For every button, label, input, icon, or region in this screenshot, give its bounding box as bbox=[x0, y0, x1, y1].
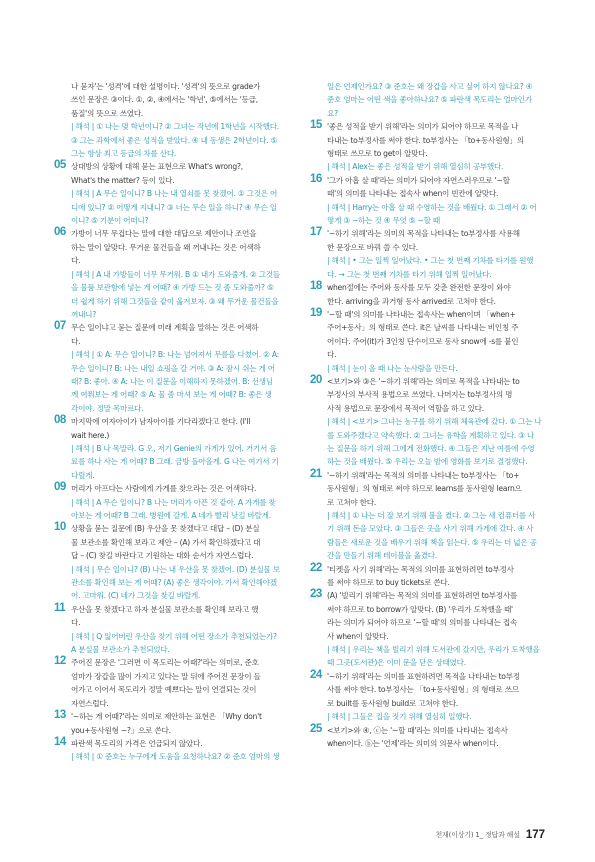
question-20 bbox=[312, 375, 550, 469]
question-number: 10 bbox=[54, 521, 66, 534]
question-15 bbox=[312, 120, 550, 174]
question-number: 19 bbox=[310, 306, 322, 319]
explanation-line: (A) '빌리기 위해'라는 목적의 의미를 표현하려면 to부정사를 bbox=[327, 591, 518, 601]
explanation-line: 다. bbox=[71, 618, 81, 628]
translation-line: 다릴게. bbox=[71, 470, 95, 480]
translation-line: | 해석 | ① 나는 몇 학년이니? ② 그녀는 작년에 1학년을 시작했다. bbox=[71, 122, 279, 132]
question-24 bbox=[312, 670, 550, 724]
explanation-line: '~하기 위해'라는 의미의 목적을 나타내는 to부정사를 사용해 bbox=[327, 229, 520, 239]
explanation-line: 사적 용법으로 문장에서 목적어 역할을 하고 있다. bbox=[327, 403, 484, 413]
translation-line: 각이야. 정말 목마르다. bbox=[71, 403, 144, 413]
question-08 bbox=[56, 415, 294, 482]
question-09 bbox=[56, 482, 294, 522]
explanation-line: 써야 하므로 to borrow가 알맞다. (B) '우리가 도착했을 때' bbox=[327, 604, 513, 614]
question-number: 06 bbox=[54, 226, 66, 239]
translation-line: | 해석 | ① 나는 더 잘 보기 위해 불을 켰다. ② 그는 새 컴퓨터를 사 bbox=[327, 511, 536, 520]
translation-block bbox=[71, 630, 294, 657]
question-18 bbox=[312, 281, 550, 308]
footer-book-title: 천재(이상기) 1_ 정답과 해설 bbox=[435, 831, 520, 839]
explanation-line: 로 built를 동사원형 build로 고쳐야 한다. bbox=[327, 698, 459, 708]
question-number: 20 bbox=[310, 373, 322, 386]
explanation-line: 다. bbox=[327, 350, 337, 360]
explanation-line: 다. bbox=[71, 336, 81, 346]
explanation-line: 자연스럽다. bbox=[71, 698, 109, 708]
translation-line: | 해석 | 우리는 책을 빌리기 위해 도서관에 갔지만, 우리가 도착했을 bbox=[327, 645, 540, 655]
translation-line: 꺼내니? bbox=[71, 309, 97, 319]
explanation-line: 한 문장으로 바꿔 쓸 수 있다. bbox=[327, 242, 418, 252]
right-column bbox=[312, 80, 550, 750]
translation-block bbox=[327, 160, 550, 173]
explanation-line: 엄마가 장갑을 많이 가지고 있다는 말 뒤에 주어진 문장이 들 bbox=[71, 671, 261, 681]
explanation-line: <보기>와 ③은 '~하기 위해'라는 의미로 목적을 나타내는 to bbox=[327, 376, 520, 386]
translation-line: 무슨 일이니? B: 나는 내일 쇼핑을 갈 거야. ③ A: 잠시 쉬는 게 어 bbox=[71, 363, 275, 373]
translation-line: | 해석 | 그들은 집을 짓기 위해 열심히 일했다. bbox=[327, 712, 472, 722]
explanation-line: 라는 의미가 되어야 하므로 '~할 때'의 의미를 나타내는 접속 bbox=[327, 618, 518, 628]
translation-line: 어. 고마워. (C) 네가 그것을 찾길 바랄게. bbox=[71, 591, 201, 601]
translation-line: | 해석 | A 내 가방들이 너무 무거워. B ① 내가 도와줄게. ② 그것들 bbox=[71, 269, 280, 279]
explanation-line: 파란색 목도리의 가격은 언급되지 않았다. bbox=[71, 738, 203, 748]
translation-line: | 해석 | Alex는 좋은 성적을 받기 위해 열심히 공부했다. bbox=[327, 162, 504, 172]
explanation-line: 어가고 이어서 목도리가 정말 예쁘다는 말이 연결되는 것이 bbox=[71, 685, 257, 695]
translation-block bbox=[71, 442, 294, 482]
explanation-line: you+동사원형 ~?」으로 쓴다. bbox=[71, 725, 171, 735]
translation-line: 아보는 게 어때? B 그래. 병원에 갈게. A 네가 빨리 낫길 바랄게. bbox=[71, 511, 271, 520]
translation-line: | 해석 | B 나 목말라. G 오, 저기 Genie의 가게가 있어. 거기서 음 bbox=[71, 443, 277, 453]
translation-line: | 해석 | 눈이 올 때 나는 눈사람을 만든다. bbox=[327, 363, 458, 373]
translation-block bbox=[327, 643, 550, 670]
translation-line: 기 위해 돈을 모았다. ③ 그들은 옷을 사기 위해 가게에 갔다. ④ 사 bbox=[327, 524, 534, 534]
question-21 bbox=[312, 469, 550, 563]
explanation-line: 어이다. 주어(it)가 3인칭 단수이므로 동사 snow에 -s를 붙인 bbox=[327, 336, 519, 346]
explanation-line: '~할 때'의 의미를 나타내는 접속사는 when이며 「when+ bbox=[327, 309, 516, 319]
continued-translation bbox=[312, 80, 550, 120]
question-number: 25 bbox=[310, 722, 322, 735]
question-number: 12 bbox=[54, 655, 66, 668]
translation-line: | 해석 | <보기> 그녀는 농구를 하기 위해 체육관에 갔다. ① 그는 나 bbox=[327, 417, 542, 427]
question-06 bbox=[56, 227, 294, 321]
question-number: 09 bbox=[54, 481, 66, 494]
translation-block bbox=[71, 348, 294, 415]
question-16 bbox=[312, 174, 550, 228]
question-12 bbox=[56, 656, 294, 710]
translation-line: 을 물품 보관함에 넣는 게 어때? ④ 가방 드는 것 좀 도와줄까? ⑤ bbox=[71, 283, 274, 293]
question-number: 17 bbox=[310, 226, 322, 239]
question-number: 11 bbox=[54, 601, 66, 614]
question-19 bbox=[312, 308, 550, 375]
explanation-line: 물 보관소를 확인해 보라고 제안 – (A) 가서 확인하겠다고 대 bbox=[71, 537, 261, 547]
translation-line: 디에 있니? ② 어떻게 지내니? ③ 너는 무슨 일을 하니? ④ 무슨 일 bbox=[71, 202, 277, 212]
explanation-line: 가방이 너무 무겁다는 말에 대한 대답으로 제안이나 조언을 bbox=[71, 229, 257, 239]
question-10 bbox=[56, 522, 294, 602]
explanation-line: 주어+동사」의 형태로 쓴다. it은 날씨를 나타내는 비인칭 주 bbox=[327, 323, 519, 333]
explanation-line: when이다. ⓑ는 '언제'라는 의미의 의문사 when이다. bbox=[327, 738, 499, 748]
translation-line: 료를 하나 사는 게 어때? B 그래. 금방 돌아올게. G 나는 여기서 기 bbox=[71, 457, 279, 467]
translation-line: 요? bbox=[327, 108, 338, 118]
translation-line: 람들은 새로운 것을 배우기 위해 책을 읽는다. ⑤ 우리는 더 넓은 공 bbox=[327, 537, 537, 547]
page-number: 177 bbox=[525, 829, 545, 841]
translation-block bbox=[327, 362, 550, 375]
explanation-line: 동사원형」의 형태로 써야 하므로 learns를 동사원형 learn으 bbox=[327, 484, 522, 494]
explanation-line: 주어진 문장은 '그러면 이 목도리는 어때?'라는 의미로, 준호 bbox=[71, 658, 259, 668]
explanation-line: '~하기 위해'라는 의미를 표현하려면 목적을 나타내는 to부정 bbox=[327, 671, 520, 681]
translation-line: 는 질문을 하기 위해 그에게 전화했다. ④ 그들은 지난 여름에 수영 bbox=[327, 443, 535, 453]
question-number: 08 bbox=[54, 414, 66, 427]
translation-line: 간을 만들기 위해 테이블을 옮겼다. bbox=[327, 551, 438, 561]
question-number: 16 bbox=[310, 172, 322, 185]
translation-line: | 해석 | ① A: 무슨 일이니? B: 나는 넘어져서 무릎을 다쳤어. ② A: bbox=[71, 350, 279, 360]
question-number: 22 bbox=[310, 561, 322, 574]
explanation-line: 상대방의 상황에 대해 묻는 표현으로 What's wrong?, bbox=[71, 162, 243, 172]
explanation-line: What's the matter? 등이 있다. bbox=[71, 175, 175, 185]
explanation-line: 상황을 묻는 질문에 (B) 우산을 못 찾겠다고 대답 – (D) 분실 bbox=[71, 524, 260, 534]
explanation-line: 로 고쳐야 한다. bbox=[327, 497, 377, 507]
question-14 bbox=[56, 737, 294, 764]
explanation-line: 때'의 의미를 나타내는 접속사 when이 빈칸에 알맞다. bbox=[327, 189, 499, 199]
explanation-line: 우산을 못 찾겠다고 하자 분실물 보관소를 확인해 보라고 했 bbox=[71, 604, 259, 614]
explanation-line: 부정사의 부사적 용법으로 쓰였다. 나머지는 to부정사의 명 bbox=[327, 390, 513, 400]
translation-line: 떻게 ③ ~하는 것 ④ 무엇 ⑤ ~할 때 bbox=[327, 216, 440, 226]
explanation-line: 다. bbox=[71, 256, 81, 266]
question-07 bbox=[56, 321, 294, 415]
translation-line: 하는 것을 배웠다. ⑤ 우리는 오늘 밤에 영화를 보기로 결정했다. bbox=[327, 457, 528, 467]
explanation-line: '좋은 성적을 받기 위해'라는 의미가 되어야 하므로 목적을 나 bbox=[327, 122, 519, 132]
translation-block bbox=[327, 509, 550, 563]
explanation-line: 타내는 to부정사를 써야 한다. to부정사는 「to+동사원형」의 bbox=[327, 135, 524, 145]
question-05 bbox=[56, 160, 294, 227]
explanation-line: 답 – (C) 찾길 바란다고 기원하는 대화 순서가 자연스럽다. bbox=[71, 551, 254, 561]
text-line: 나 묻자'는 '성격'에 대한 설명이다. '성격'의 뜻으로 grade가 bbox=[71, 82, 261, 91]
explanation-line: 머리가 아프다는 사람에게 가게를 찾으라는 것은 어색하다. bbox=[71, 484, 257, 494]
question-23 bbox=[312, 589, 550, 669]
text-line: 쓰인 문장은 ③이다. ①, ②, ④에서는 '학년', ⑤에서는 '등급, bbox=[71, 95, 258, 105]
explanation-line: wait here.) bbox=[71, 430, 110, 440]
explanation-line: '그가 아홉 살 때'라는 의미가 되어야 자연스러우므로 '~할 bbox=[327, 175, 510, 185]
translation-block bbox=[71, 187, 294, 227]
explanation-line: '~하기 위해'라는 목적의 의미를 나타내는 to부정사는 「to+ bbox=[327, 470, 520, 480]
left-column bbox=[56, 80, 294, 764]
translation-line: | 해석 | • 그는 일찍 일어났다. • 그는 첫 번째 기차를 타기를 원했 bbox=[327, 256, 534, 266]
question-22 bbox=[312, 563, 550, 590]
translation-block bbox=[327, 415, 550, 469]
translation-line: | 해석 | Q 잃어버린 우산을 찾기 위해 어떤 장소가 추천되었는가? bbox=[71, 631, 277, 641]
translation-line: 때? B: 좋아. ④ A: 나는 이 질문을 이해하지 못하겠어. B: 선생님 bbox=[71, 376, 273, 386]
translation-block bbox=[327, 710, 550, 723]
question-number: 14 bbox=[54, 735, 66, 748]
question-number: 13 bbox=[54, 709, 66, 722]
question-number: 07 bbox=[54, 320, 66, 333]
translation-block bbox=[71, 496, 294, 523]
translation-line: 께 여쭤보는 게 어때? ⑤ A: 물 좀 마셔 보는 게 어때? B: 좋은 생 bbox=[71, 390, 272, 400]
translation-line: 더 쉽게 하기 위해 그것들을 같이 옮겨보자. ③ 왜 무거운 물건들을 bbox=[71, 296, 279, 306]
translation-line: 때 그곳(도서관)은 이미 문을 닫은 상태였다. bbox=[327, 658, 466, 668]
translation-line: 관소를 확인해 보는 게 어때? (A) 좋은 생각이야. 가서 확인해야겠 bbox=[71, 578, 277, 588]
explanation-line: 하는 말이 알맞다. 무거운 물건들을 왜 꺼내냐는 것은 어색하 bbox=[71, 242, 261, 252]
translation-line: 다. → 그는 첫 번째 기차를 타기 위해 일찍 일어났다. bbox=[327, 269, 492, 279]
translation-line: ③ 그는 과학에서 좋은 성적을 받았다. ④ 내 동생은 2학년이다. ⑤ bbox=[71, 135, 278, 145]
translation-line: | 해석 | A 무슨 일이니? B 나는 내 열쇠를 못 찾겠어. ① 그것은 어 bbox=[71, 189, 278, 199]
explanation-line: 한다. arriving을 과거형 동사 arrived로 고쳐야 한다. bbox=[327, 296, 496, 306]
translation-line: 준호 엄마는 어떤 색을 좋아하나요? ⑤ 파란색 목도리는 얼마인가 bbox=[327, 95, 532, 105]
question-25 bbox=[312, 724, 550, 751]
translation-line: | 해석 | ① 준호는 누구에게 도움을 요청하나요? ② 준호 엄마의 생 bbox=[71, 752, 280, 762]
translation-block bbox=[327, 254, 550, 281]
explanation-line: when절에는 주어와 동사를 모두 갖춘 완전한 문장이 와야 bbox=[327, 283, 511, 293]
question-number: 23 bbox=[310, 588, 322, 601]
translation-line: 이니? ⑤ 기분이 어떠니? bbox=[71, 216, 149, 226]
question-13 bbox=[56, 710, 294, 737]
explanation-line: 사 when이 알맞다. bbox=[327, 631, 389, 641]
translation-line: | 해석 | 무슨 일이니? (B) 나는 내 우산을 못 찾겠어. (D) 분실물 보 bbox=[71, 564, 280, 574]
explanation-line: 무슨 일이냐고 묻는 질문에 미래 계획을 말하는 것은 어색하 bbox=[71, 323, 259, 333]
translation-line: 일은 언제인가요? ③ 준호는 왜 장갑을 사고 싶어 하지 않나요? ④ bbox=[327, 82, 533, 91]
translation-line: A 분실물 보관소가 추천되었다. bbox=[71, 645, 170, 655]
translation-block bbox=[327, 201, 550, 228]
question-number: 15 bbox=[310, 119, 322, 132]
translation-line: 를 도와주겠다고 약속했다. ② 그녀는 유학을 계획하고 있다. ③ 나 bbox=[327, 430, 534, 440]
explanation-line: 사를 써야 한다. to부정사는 「to+동사원형」의 형태로 쓰므 bbox=[327, 685, 519, 695]
question-number: 18 bbox=[310, 280, 322, 293]
translation-block bbox=[71, 750, 294, 763]
translation-block bbox=[71, 268, 294, 322]
text-line: 품질'의 뜻으로 쓰였다. bbox=[71, 108, 144, 118]
explanation-line: 형태로 쓰므로 to get이 알맞다. bbox=[327, 149, 428, 159]
explanation-line: <보기>와 ④, ⓒ는 '~할 때'라는 의미를 나타내는 접속사 bbox=[327, 725, 508, 735]
explanation-line: 마지막에 여자아이가 남자아이를 기다리겠다고 한다. (I'll bbox=[71, 417, 251, 427]
explanation-line: '티켓을 사기 위해'라는 목적의 의미를 표현하려면 to부정사 bbox=[327, 564, 514, 574]
translation-line: | 해석 | Harry는 아홉 살 때 수영하는 것을 배웠다. ① 그래서 ② 어 bbox=[327, 202, 537, 212]
translation-block bbox=[71, 563, 294, 603]
question-number: 21 bbox=[310, 467, 322, 480]
page-footer bbox=[380, 825, 545, 845]
question-number: 24 bbox=[310, 668, 322, 681]
explanation-line: 를 써야 하므로 to buy tickets로 쓴다. bbox=[327, 578, 450, 588]
translation-line: | 해석 | A 무슨 일이니? B 나는 머리가 아픈 것 같아. A 가게를 찾 bbox=[71, 497, 276, 507]
question-17 bbox=[312, 227, 550, 281]
question-11 bbox=[56, 603, 294, 657]
translation-line: 그는 항상 최고 등급의 차를 산다. bbox=[71, 149, 177, 159]
question-number: 05 bbox=[54, 159, 66, 172]
continued-translation bbox=[56, 120, 294, 160]
explanation-line: '~하는 게 어때?'라는 의미로 제안하는 표현은 「Why don't bbox=[71, 712, 262, 722]
continued-explanation bbox=[56, 80, 294, 120]
